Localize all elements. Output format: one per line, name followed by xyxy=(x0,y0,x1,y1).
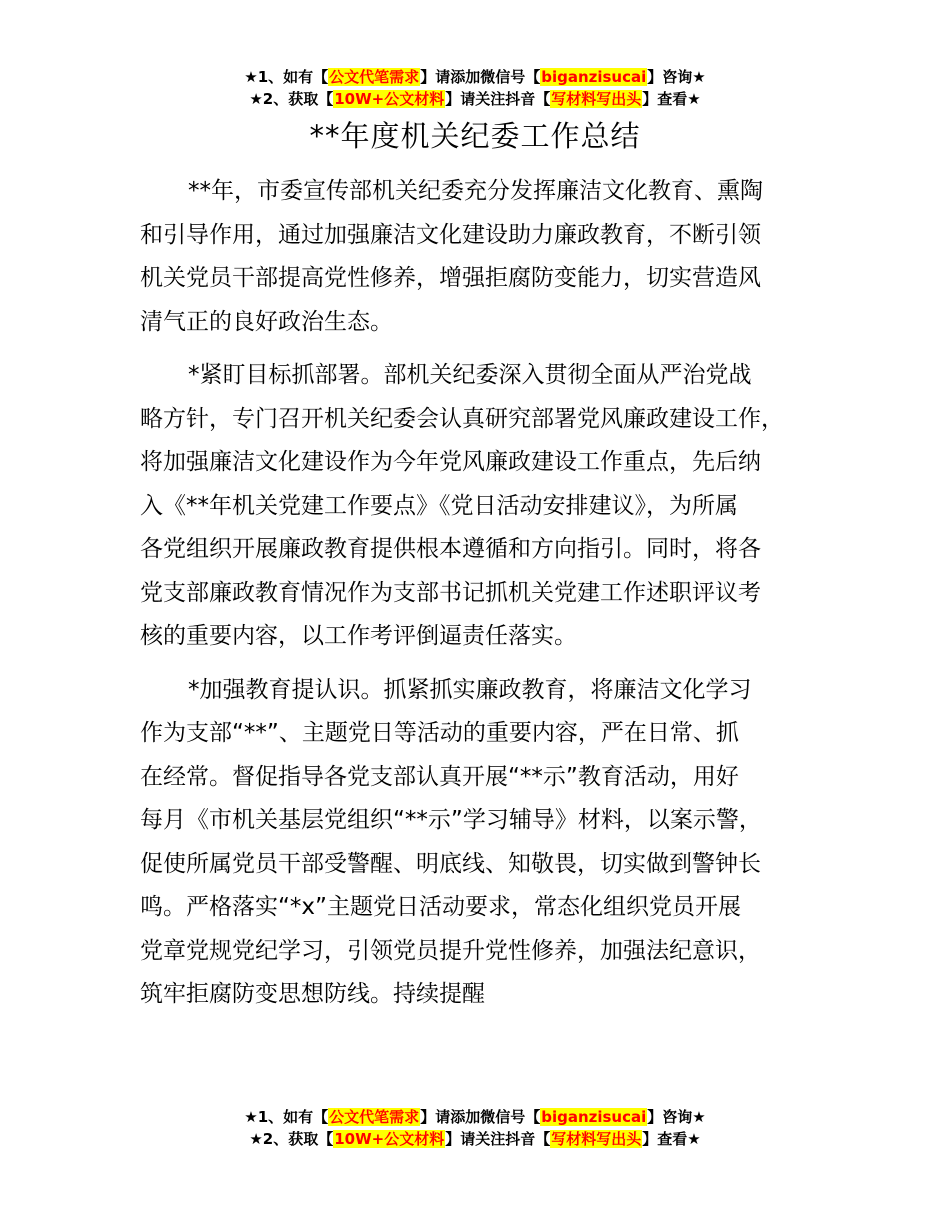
header-line-2 xyxy=(0,88,950,110)
footer-line-2 xyxy=(0,1128,950,1150)
header-line-2-part-a: ★2、获取【 xyxy=(249,90,334,108)
paragraph-line: 入《**年机关党建工作要点》《党日活动安排建议》，为所属 xyxy=(140,492,738,519)
paragraph-line: 和引导作用，通过加强廉洁文化建设助力廉政教育，不断引领 xyxy=(140,221,761,248)
paragraph-line: 促使所属党员干部受警醒、明底线、知敬畏，切实做到警钟长 xyxy=(140,850,761,877)
header-line-2-part-e: 】查看★ xyxy=(642,90,701,108)
footer-highlight-service: 公文代笔需求 xyxy=(329,1108,420,1126)
paragraph-intro xyxy=(140,170,840,344)
paragraph-line: 清气正的良好政治生态。 xyxy=(140,308,393,335)
paragraph-education xyxy=(140,669,840,1017)
paragraph-line: 机关党员干部提高党性修养，增强拒腐防变能力，切实营造风 xyxy=(140,265,761,291)
paragraph-line: 将加强廉洁文化建设作为今年党风廉政建设工作重点，先后纳 xyxy=(140,449,761,475)
paragraph-line: 核的重要内容，以工作考评倒逼责任落实。 xyxy=(140,623,577,649)
header-line-2-part-c: 】请关注抖音【 xyxy=(445,90,551,108)
header-highlight-douyin: 写材料写出头 xyxy=(551,90,642,108)
header-banner xyxy=(0,66,950,110)
paragraph-line: 鸣。严格落实“*x”主题党日活动要求，常态化组织党员开展 xyxy=(140,894,741,920)
footer-line-1 xyxy=(0,1106,950,1128)
paragraph-line: 每月《市机关基层党组织“**示”学习辅导》材料，以案示警， xyxy=(140,807,762,833)
paragraph-line: 各党组织开展廉政教育提供根本遵循和方向指引。同时，将各 xyxy=(140,536,761,562)
paragraph-line: 筑牢拒腐防变思想防线。持续提醒 xyxy=(140,981,485,1007)
footer-highlight-wechat-id: biganzisucai xyxy=(541,1108,647,1126)
document-title: **年度机关纪委工作总结 xyxy=(309,119,641,153)
paragraph-line: *加强教育提认识。抓紧抓实廉政教育，将廉洁文化学习 xyxy=(188,676,752,703)
document-body xyxy=(140,170,840,1027)
footer-line-2-part-c: 】请关注抖音【 xyxy=(445,1130,551,1148)
paragraph-line: *紧盯目标抓部署。部机关纪委深入贯彻全面从严治党战 xyxy=(188,362,752,388)
header-line-1 xyxy=(0,66,950,88)
header-line-1-part-e: 】咨询★ xyxy=(647,68,706,86)
paragraph-deployment xyxy=(140,354,840,659)
paragraph-line: 在经常。督促指导各党支部认真开展“**示”教育活动，用好 xyxy=(140,763,739,790)
header-highlight-materials: 10W+公文材料 xyxy=(334,90,445,108)
footer-line-2-part-a: ★2、获取【 xyxy=(249,1130,334,1148)
footer-line-1-part-a: ★1、如有【 xyxy=(244,1108,329,1126)
footer-line-2-part-e: 】查看★ xyxy=(642,1130,701,1148)
header-highlight-service: 公文代笔需求 xyxy=(329,68,420,86)
footer-highlight-douyin: 写材料写出头 xyxy=(551,1130,642,1148)
header-highlight-wechat-id: biganzisucai xyxy=(541,68,647,86)
paragraph-line: 党支部廉政教育情况作为支部书记抓机关党建工作述职评议考 xyxy=(140,579,761,606)
footer-line-1-part-c: 】请添加微信号【 xyxy=(420,1108,541,1126)
paragraph-line: 党章党规党纪学习，引领党员提升党性修养，加强法纪意识， xyxy=(140,937,761,964)
paragraph-line: **年，市委宣传部机关纪委充分发挥廉洁文化教育、熏陶 xyxy=(188,178,763,204)
footer-banner xyxy=(0,1106,950,1150)
paragraph-line: 略方针，专门召开机关纪委会认真研究部署党风廉政建设工作， xyxy=(140,405,784,432)
footer-highlight-materials: 10W+公文材料 xyxy=(334,1130,445,1148)
header-line-1-part-a: ★1、如有【 xyxy=(244,68,329,86)
header-line-1-part-c: 】请添加微信号【 xyxy=(420,68,541,86)
footer-line-1-part-e: 】咨询★ xyxy=(647,1108,706,1126)
paragraph-line: 作为支部“**”、主题党日等活动的重要内容，严在日常、抓 xyxy=(140,720,739,746)
